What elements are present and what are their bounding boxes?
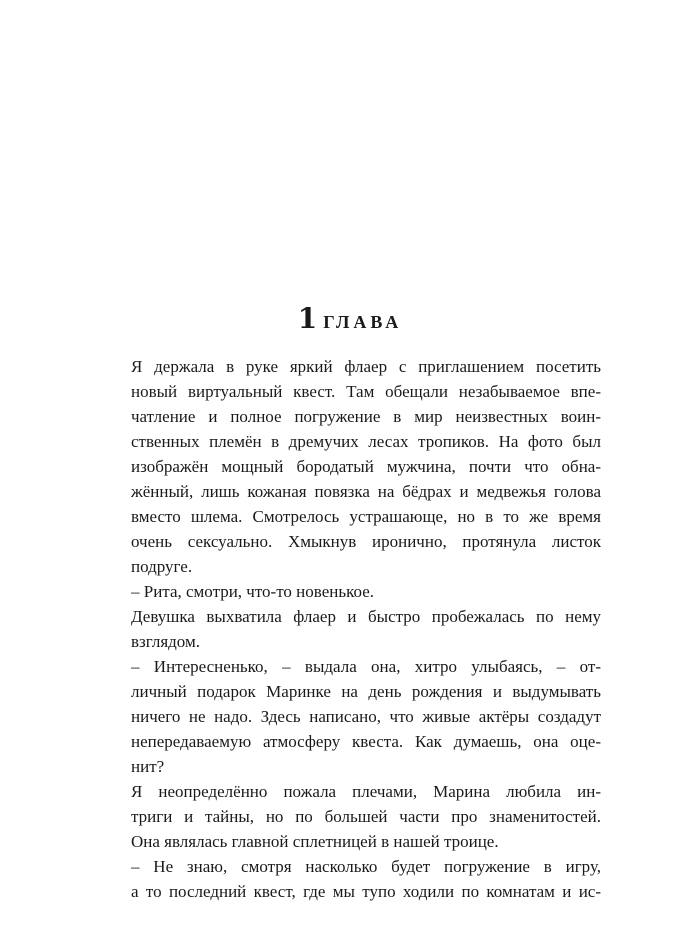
text-line: Девушка выхватила флаер и быстро пробежалась по нему: [131, 607, 601, 626]
text-line: Я неопределённо пожала плечами, Марина любила ин-: [131, 782, 601, 801]
text-line: а то последний квест, где мы тупо ходили по комнатам и ис-: [131, 882, 601, 901]
paragraph: [131, 579, 601, 604]
text-line: – Не знаю, смотря насколько будет погружение в игру,: [131, 857, 601, 876]
text-line: чатление и полное погружение в мир неизвестных воин-: [131, 407, 601, 426]
chapter-number: 1: [297, 302, 318, 335]
chapter-word: ГЛАВА: [323, 312, 403, 332]
chapter-heading: [0, 302, 700, 335]
text-line: ственных племён в дремучих лесах тропиков. На фото был: [131, 432, 601, 451]
text-line: триги и тайны, но по большей части про знаменитостей.: [131, 807, 601, 826]
chapter-body: [131, 354, 601, 904]
text-line: непередаваемую атмосферу квеста. Как думаешь, она оце-: [131, 732, 601, 751]
text-line: – Рита, смотри, что-то новенькое.: [131, 582, 374, 601]
text-line: жённый, лишь кожаная повязка на бёдрах и медвежья голова: [131, 482, 601, 501]
text-line: личный подарок Маринке на день рождения и выдумывать: [131, 682, 601, 701]
text-line: нит?: [131, 757, 165, 776]
text-line: Я держала в руке яркий флаер с приглашением посетить: [131, 357, 601, 376]
text-line: Она являлась главной сплетницей в нашей троице.: [131, 832, 499, 851]
text-line: новый виртуальный квест. Там обещали незабываемое впе-: [131, 382, 601, 401]
text-line: подруге.: [131, 557, 193, 576]
text-line: изображён мощный бородатый мужчина, почти что обна-: [131, 457, 601, 476]
text-line: взглядом.: [131, 632, 200, 651]
paragraph: [131, 604, 601, 654]
text-line: вместо шлема. Смотрелось устрашающе, но в то же время: [131, 507, 601, 526]
text-line: очень сексуально. Хмыкнув иронично, протянула листок: [131, 532, 601, 551]
paragraph: [131, 854, 601, 904]
text-line: ничего не надо. Здесь написано, что живые актёры создадут: [131, 707, 601, 726]
text-line: – Интересненько, – выдала она, хитро улыбаясь, – от-: [131, 657, 601, 676]
paragraph: [131, 354, 601, 579]
paragraph: [131, 779, 601, 854]
paragraph: [131, 654, 601, 779]
